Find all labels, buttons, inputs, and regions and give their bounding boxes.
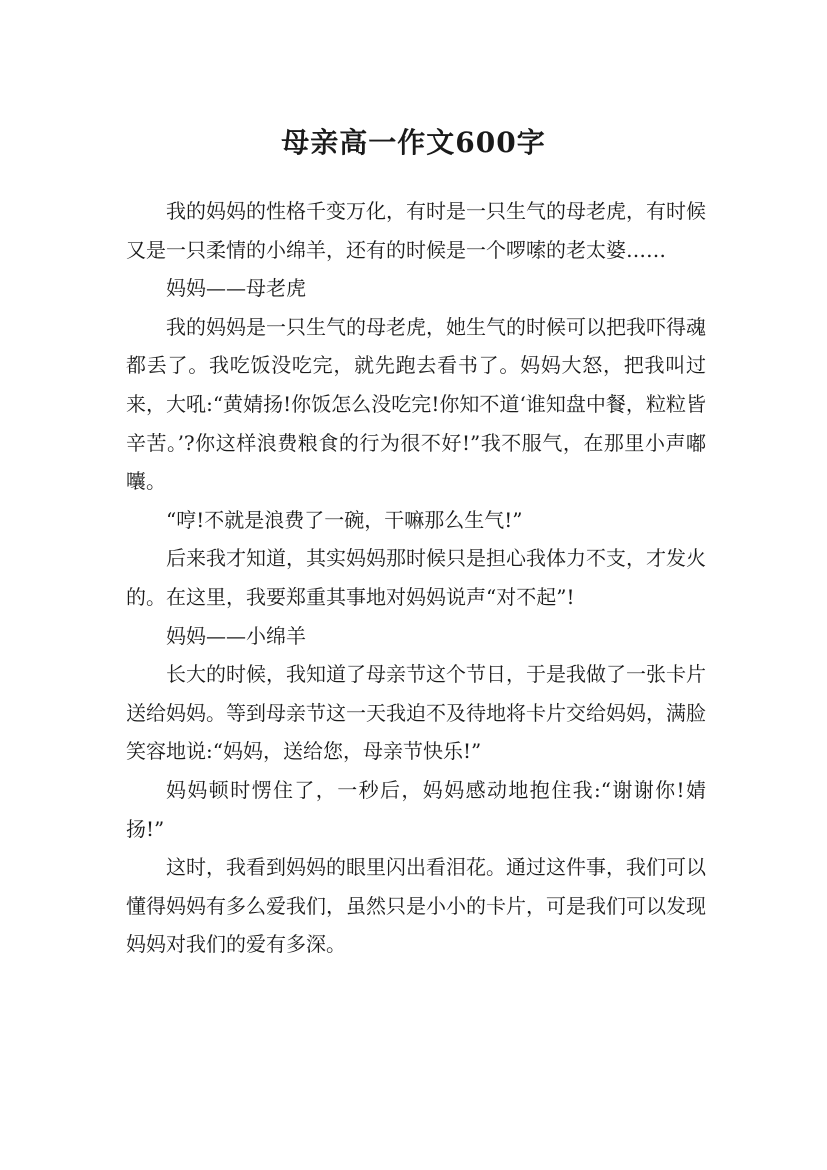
conclusion-paragraph: 这时，我看到妈妈的眼里闪出看泪花。通过这件事，我们可以懂得妈妈有多么爱我们，虽然只是小小的卡片，可是我们可以发现妈妈对我们的爱有多深。 [126, 855, 706, 957]
section-heading-lamb: 妈妈——小绵羊 [166, 623, 306, 648]
tiger-paragraph: 我的妈妈是一只生气的母老虎，她生气的时候可以把我吓得魂都丢了。我吃饭没吃完，就先跑去看书了。妈妈大怒，把我叫过来，大吼:“黄婧扬!你饭怎么没吃完!你知不道‘谁知盘中餐，粒粒皆辛苦。’?你这样浪费粮食的行为很不好!”我不服气，在那里小声嘟囔。 [126, 314, 706, 494]
intro-paragraph: 我的妈妈的性格千变万化，有时是一只生气的母老虎，有时候又是一只柔情的小绵羊，还有的时候是一个啰嗦的老太婆…… [126, 199, 706, 262]
apology-paragraph: 后来我才知道，其实妈妈那时候只是担心我体力不支，才发火的。在这里，我要郑重其事地对妈妈说声“对不起”! [126, 546, 706, 609]
card-paragraph: 长大的时候，我知道了母亲节这个节日，于是我做了一张卡片送给妈妈。等到母亲节这一天我迫不及待地将卡片交给妈妈，满脸笑容地说:“妈妈，送给您，母亲节快乐!” [126, 662, 706, 764]
quote-paragraph: “哼!不就是浪费了一碗，干嘛那么生气!” [166, 507, 523, 532]
essay-body [126, 192, 706, 964]
document-title: 母亲高一作文600字 [281, 125, 546, 159]
hug-paragraph: 妈妈顿时愣住了，一秒后，妈妈感动地抱住我:“谢谢你!婧扬!” [126, 777, 706, 841]
section-heading-tiger: 妈妈——母老虎 [166, 276, 306, 301]
